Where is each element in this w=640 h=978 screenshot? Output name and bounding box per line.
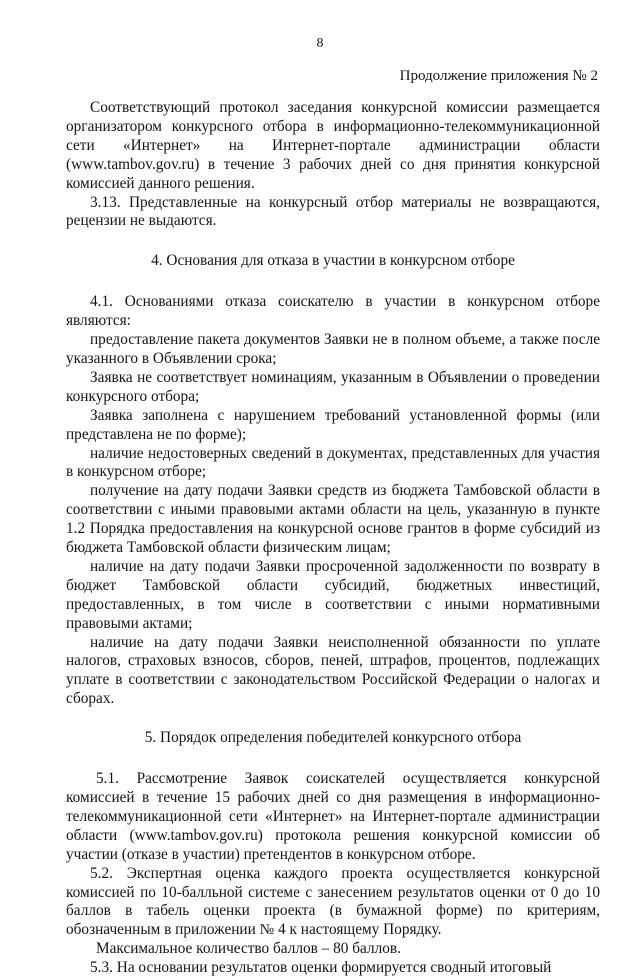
list-item-unpaid-taxes: наличие на дату подачи Заявки неисполненной обязанности по уплате налогов, страховых взносов, сборов, пеней, штрафов, процентов, подлежащих уплате в соответствии с законодательством Российской Федерации о налогах и сборах.	[66, 633, 600, 708]
page-number: 8	[316, 36, 324, 51]
paragraph-5-3: 5.3. На основании результатов оценки формируется сводный итоговый	[90, 959, 552, 977]
paragraph-5-1: 5.1. Рассмотрение Заявок соискателей осуществляется конкурсной комиссией в течение 15 рабочих дней со дня размещения в информационно-телекоммуникационной сети «Интернет» на Интернет-портале администрации области (www.tambov.gov.ru) протокола решения конкурсной комиссии об участии (отказе в участии) претендентов в конкурсном отборе.	[66, 770, 600, 863]
paragraph-protocol: Соответствующий протокол заседания конкурсной комиссии размещается организатором конкурсного отбора в информационно-телекоммуникационной сети «Интернет» на Интернет-портале администрации области (www.tambov.gov.ru) в течение 3 рабочих дней со дня принятия конкурсной комиссией данного решения.	[66, 99, 600, 192]
list-item-form-violation: Заявка заполнена с нарушением требований установленной формы (или представлена не по форме);	[66, 406, 600, 443]
appendix-note: Продолжение приложения № 2	[399, 68, 598, 84]
list-item-false-information: наличие недостоверных сведений в документах, представленных для участия в конкурсном отборе;	[66, 444, 600, 481]
list-item-other-budget-funds: получение на дату подачи Заявки средств из бюджета Тамбовской области в соответствии с иными правовыми актами области на цель, указанную в пункте 1.2 Порядка предоставления на конкурсной основе грантов в форме субсидий из бюджета Тамбовской области физическим лицам;	[66, 482, 600, 557]
section-heading-4: 4. Основания для отказа в участии в конкурсном отборе	[151, 252, 515, 270]
list-item-nomination-mismatch: Заявка не соответствует номинациям, указанным в Объявлении о проведении конкурсного отбора;	[66, 368, 600, 405]
paragraph-5-2: 5.2. Экспертная оценка каждого проекта осуществляется конкурсной комиссией по 10-балльной системе с занесением результатов оценки от 0 до 10 баллов в табель оценки проекта (в бумажной форме) по критериям, обозначенным в приложении № 4 к настоящему Порядку.	[66, 864, 600, 939]
document-body	[66, 99, 600, 978]
paragraph-3-13: 3.13. Представленные на конкурсный отбор материалы не возвращаются, рецензии не выдаются.	[66, 193, 600, 230]
paragraph-4-1: 4.1. Основаниями отказа соискателю в участии в конкурсном отборе являются:	[66, 293, 600, 330]
list-item-overdue-debt: наличие на дату подачи Заявки просроченной задолженности по возврату в бюджет Тамбовской области субсидий, бюджетных инвестиций, предоставленных, в том числе в соответствии с иными нормативными правовыми актами;	[66, 557, 600, 632]
section-heading-5: 5. Порядок определения победителей конкурсного отбора	[144, 729, 522, 747]
list-item-incomplete-package: предоставление пакета документов Заявки не в полном объеме, а также после указанного в Объявлении срока;	[66, 331, 600, 367]
paragraph-max-score: Максимальное количество баллов – 80 баллов.	[96, 940, 401, 958]
